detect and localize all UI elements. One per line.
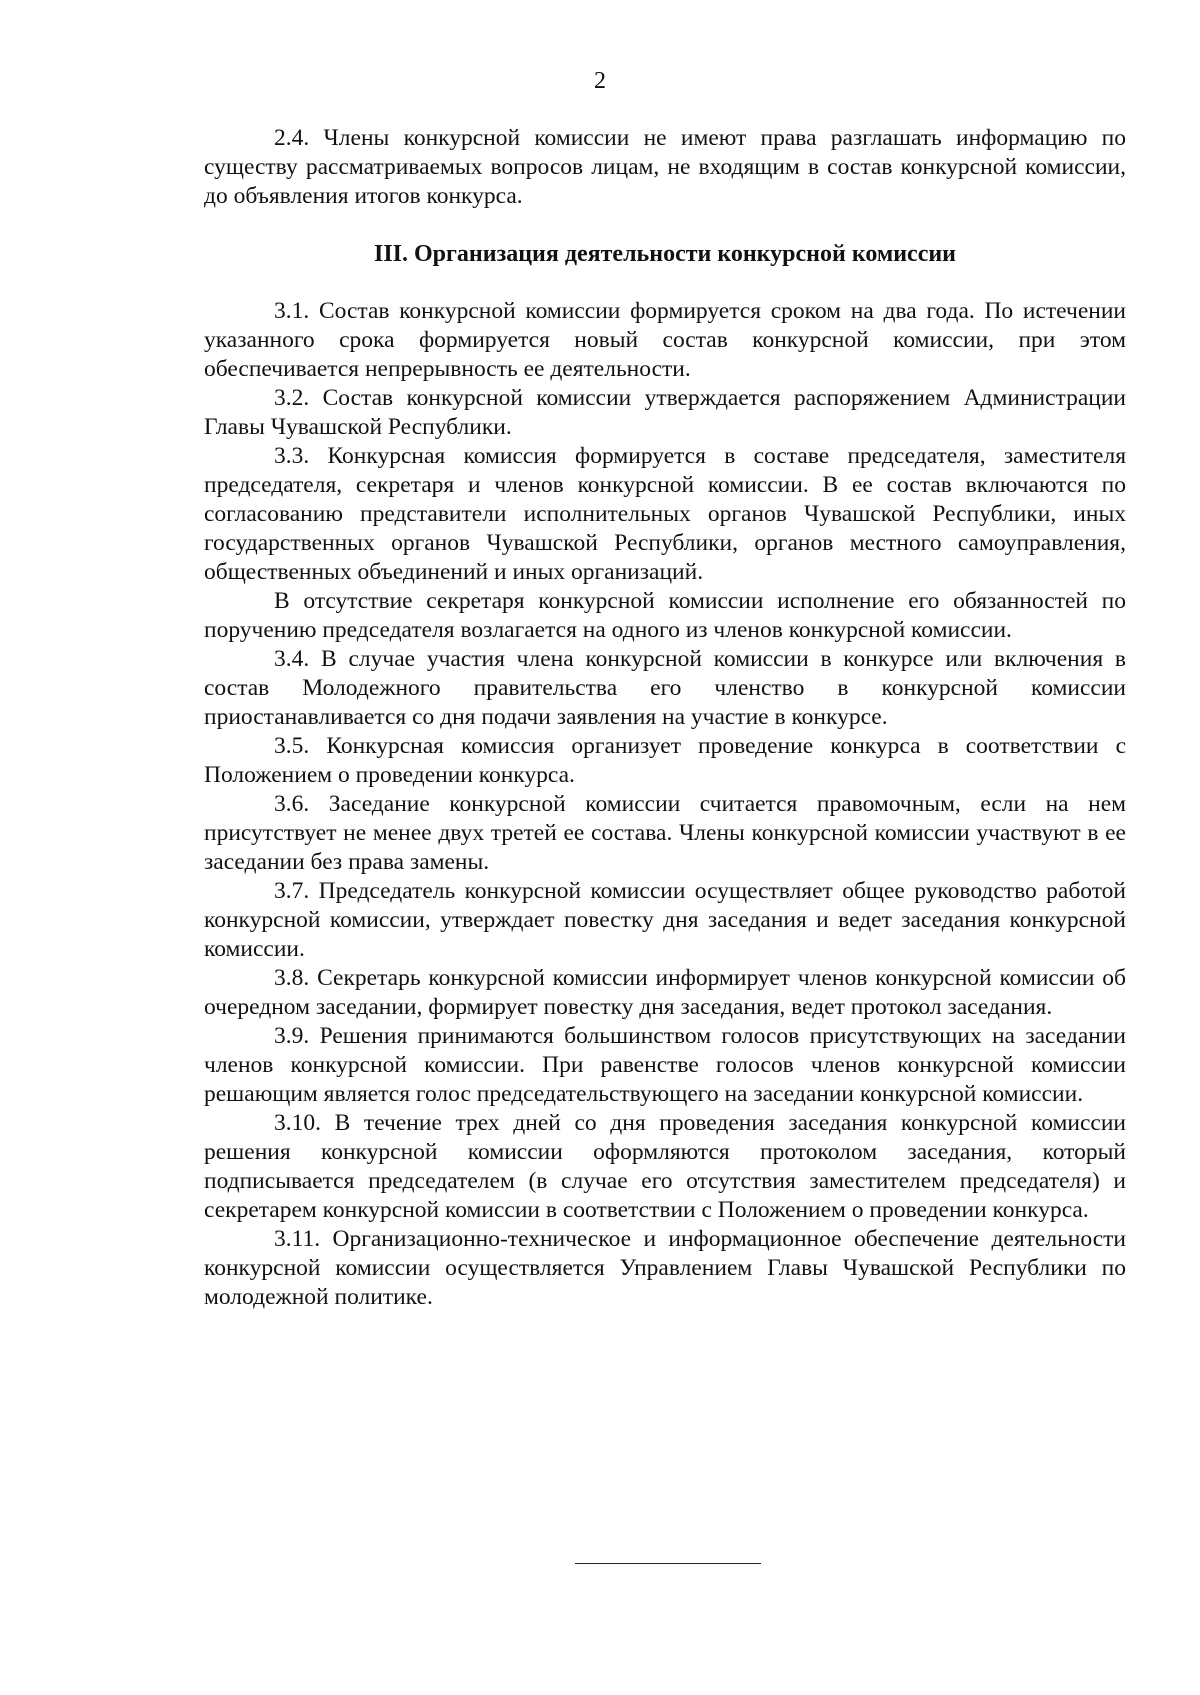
- paragraph-2-4: 2.4. Члены конкурсной комиссии не имеют права разглашать информацию по существу рассматриваемых вопросов лицам, не входящим в состав конкурсной комиссии, до объявления итогов конкурса.: [204, 125, 1126, 209]
- paragraph-3-5: 3.5. Конкурсная комиссия организует проведение конкурса в соответствии с Положением о проведении конкурса.: [204, 733, 1126, 788]
- page-number: 2: [594, 68, 606, 94]
- paragraph-3-4: 3.4. В случае участия члена конкурсной комиссии в конкурсе или включения в состав Молодежного правительства его членство в конкурсной комиссии приостанавливается со дня подачи заявления на участие в конкурсе.: [204, 646, 1126, 730]
- paragraph-3-9: 3.9. Решения принимаются большинством голосов присутствующих на заседании членов конкурсной комиссии. При равенстве голосов членов конкурсной комиссии решающим является голос председательствующего на заседании конкурсной комиссии.: [204, 1023, 1126, 1107]
- paragraph-3-1: 3.1. Состав конкурсной комиссии формируется сроком на два года. По истечении указанного срока формируется новый состав конкурсной комиссии, при этом обеспечивается непрерывность ее деятельности.: [204, 298, 1126, 382]
- paragraph-3-8: 3.8. Секретарь конкурсной комиссии информирует членов конкурсной комиссии об очередном заседании, формирует повестку дня заседания, ведет протокол заседания.: [204, 965, 1126, 1020]
- paragraph-3-3: 3.3. Конкурсная комиссия формируется в составе председателя, заместителя председателя, секретаря и членов конкурсной комиссии. В ее состав включаются по согласованию представители исполнительных органов Чувашской Республики, иных государственных органов Чувашской Республики, органов местного самоуправления, общественных объединений и иных организаций.: [204, 443, 1126, 585]
- section-heading: III. Организация деятельности конкурсной комиссии: [373, 241, 957, 267]
- paragraph-3-6: 3.6. Заседание конкурсной комиссии считается правомочным, если на нем присутствует не менее двух третей ее состава. Члены конкурсной комиссии участвуют в ее заседании без права замены.: [204, 791, 1126, 875]
- paragraph-3-10: 3.10. В течение трех дней со дня проведения заседания конкурсной комиссии решения конкурсной комиссии оформляются протоколом заседания, который подписывается председателем (в случае его отсутствия заместителем председателя) и секретарем конкурсной комиссии в соответствии с Положением о проведении конкурса.: [204, 1110, 1126, 1223]
- paragraph-3-7: 3.7. Председатель конкурсной комиссии осуществляет общее руководство работой конкурсной комиссии, утверждает повестку дня заседания и ведет заседания конкурсной комиссии.: [204, 878, 1126, 962]
- paragraph-3-2: 3.2. Состав конкурсной комиссии утверждается распоряжением Администрации Главы Чувашской Республики.: [204, 385, 1126, 440]
- paragraph-3-11: 3.11. Организационно-техническое и информационное обеспечение деятельности конкурсной комиссии осуществляется Управлением Главы Чувашской Республики по молодежной политике.: [204, 1226, 1126, 1310]
- document-body: [204, 124, 1126, 1312]
- end-of-document-rule: [575, 1563, 761, 1564]
- paragraph-3-3-secretary: В отсутствие секретаря конкурсной комиссии исполнение его обязанностей по поручению председателя возлагается на одного из членов конкурсной комиссии.: [204, 588, 1126, 643]
